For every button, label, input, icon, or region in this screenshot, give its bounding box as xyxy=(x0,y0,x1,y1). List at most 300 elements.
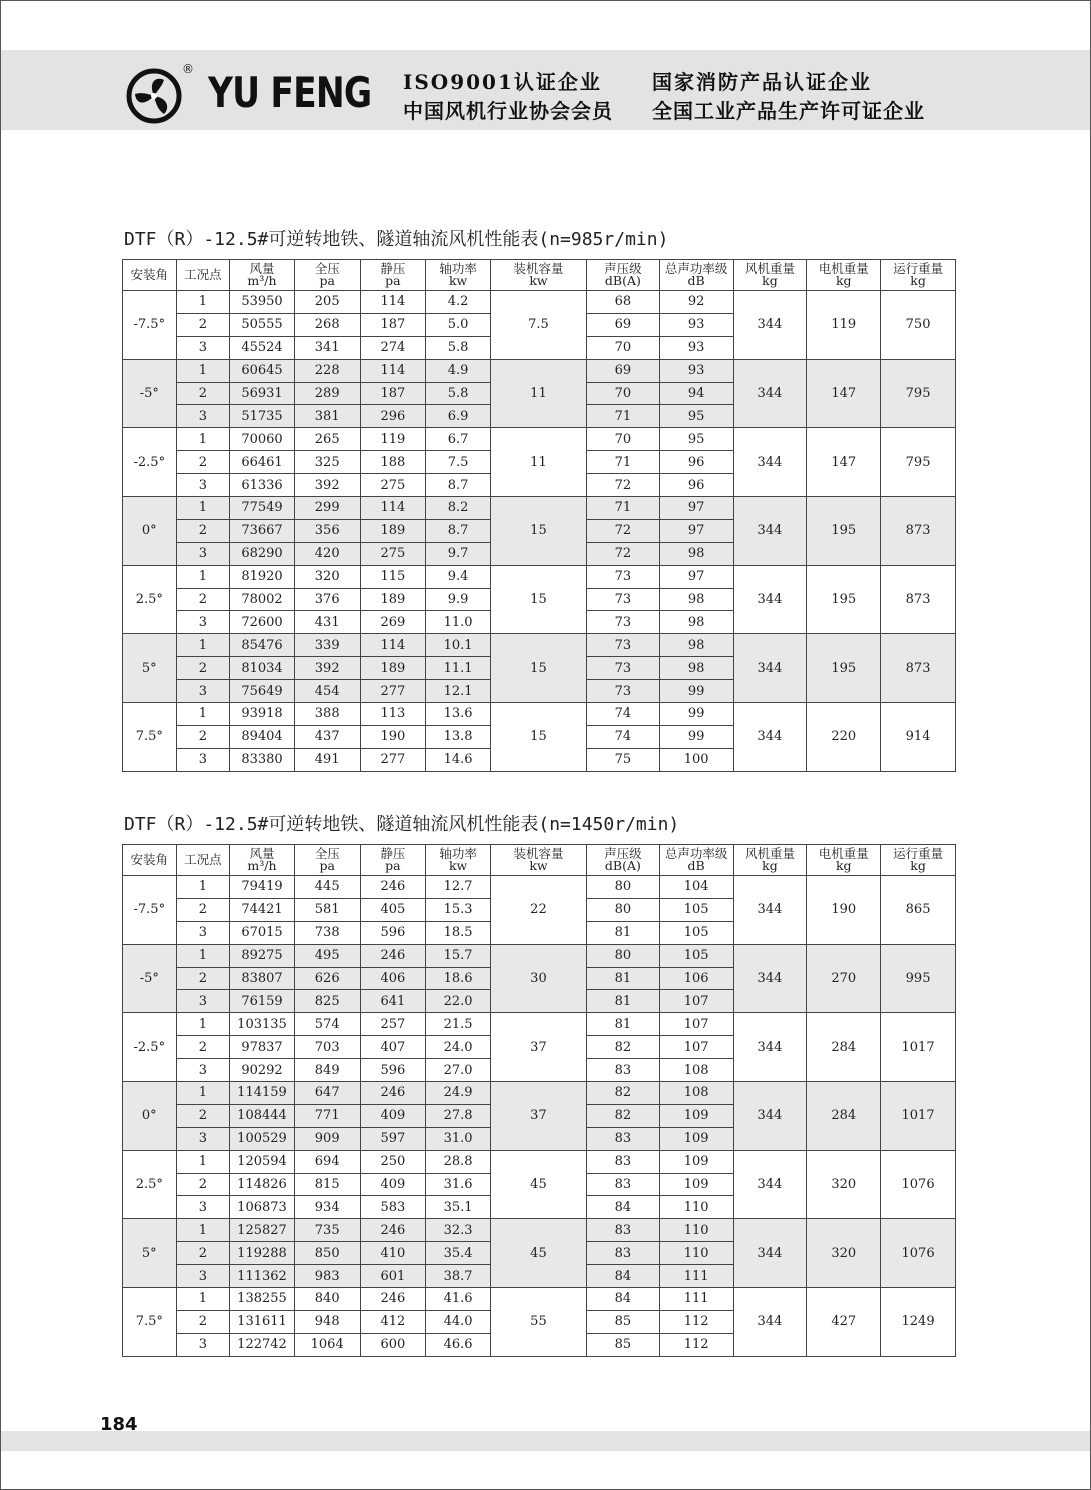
airflow-cell: 122742 xyxy=(230,1333,295,1356)
running-weight-cell: 750 xyxy=(881,291,956,360)
shaft-power-cell: 35.4 xyxy=(426,1242,491,1265)
airflow-cell: 78002 xyxy=(230,588,295,611)
column-label: 运行重量 xyxy=(893,846,944,861)
airflow-cell: 111362 xyxy=(230,1265,295,1288)
column-header xyxy=(659,845,733,876)
operating-point-cell: 3 xyxy=(176,1265,230,1288)
airflow-cell: 89275 xyxy=(230,944,295,967)
airflow-cell: 131611 xyxy=(230,1310,295,1333)
total-pressure-cell: 341 xyxy=(294,336,360,359)
total-pressure-cell: 381 xyxy=(294,405,360,428)
column-label: 工况点 xyxy=(184,852,222,867)
shaft-power-cell: 31.6 xyxy=(426,1173,491,1196)
column-unit: kw xyxy=(529,858,548,873)
sound-power-cell: 109 xyxy=(659,1127,733,1150)
operating-point-cell: 1 xyxy=(176,359,230,382)
motor-weight-cell: 220 xyxy=(807,703,881,772)
sound-pressure-cell: 73 xyxy=(586,565,659,588)
static-pressure-cell: 597 xyxy=(360,1127,426,1150)
static-pressure-cell: 410 xyxy=(360,1242,426,1265)
total-pressure-cell: 265 xyxy=(294,428,360,451)
running-weight-cell: 873 xyxy=(881,497,956,566)
total-pressure-cell: 849 xyxy=(294,1059,360,1082)
sound-power-cell: 100 xyxy=(659,748,733,771)
column-label: 风量 xyxy=(249,261,275,276)
operating-point-cell: 3 xyxy=(176,748,230,771)
column-unit: kw xyxy=(448,858,468,873)
install-angle-cell: 0° xyxy=(123,497,177,566)
sound-power-cell: 108 xyxy=(659,1082,733,1105)
total-pressure-cell: 825 xyxy=(294,990,360,1013)
operating-point-cell: 2 xyxy=(176,1036,230,1059)
operating-point-cell: 2 xyxy=(176,1310,230,1333)
shaft-power-cell: 35.1 xyxy=(426,1196,491,1219)
sound-pressure-cell: 83 xyxy=(586,1059,659,1082)
fan-weight-cell: 344 xyxy=(733,1288,807,1357)
sound-pressure-cell: 73 xyxy=(586,611,659,634)
installed-capacity-cell: 55 xyxy=(490,1288,586,1357)
airflow-cell: 119288 xyxy=(230,1242,295,1265)
total-pressure-cell: 320 xyxy=(294,565,360,588)
column-header xyxy=(586,845,659,876)
shaft-power-cell: 27.0 xyxy=(426,1059,491,1082)
total-pressure-cell: 703 xyxy=(294,1036,360,1059)
total-pressure-cell: 771 xyxy=(294,1104,360,1127)
sound-power-cell: 109 xyxy=(659,1150,733,1173)
shaft-power-cell: 14.6 xyxy=(426,748,491,771)
install-angle-cell: 7.5° xyxy=(123,703,177,772)
fan-weight-cell: 344 xyxy=(733,1013,807,1082)
static-pressure-cell: 114 xyxy=(360,359,426,382)
sound-pressure-cell: 81 xyxy=(586,990,659,1013)
total-pressure-cell: 420 xyxy=(294,542,360,565)
motor-weight-cell: 190 xyxy=(807,876,881,945)
motor-weight-cell: 284 xyxy=(807,1082,881,1151)
table-row xyxy=(123,1288,956,1311)
static-pressure-cell: 114 xyxy=(360,497,426,520)
registered-mark: ® xyxy=(182,62,194,76)
column-label: 装机容量 xyxy=(513,261,564,276)
shaft-power-cell: 28.8 xyxy=(426,1150,491,1173)
running-weight-cell: 1017 xyxy=(881,1013,956,1082)
total-pressure-cell: 356 xyxy=(294,519,360,542)
shaft-power-cell: 9.7 xyxy=(426,542,491,565)
sound-power-cell: 98 xyxy=(659,588,733,611)
total-pressure-cell: 339 xyxy=(294,634,360,657)
shaft-power-cell: 15.3 xyxy=(426,898,491,921)
shaft-power-cell: 6.9 xyxy=(426,405,491,428)
shaft-power-cell: 21.5 xyxy=(426,1013,491,1036)
static-pressure-cell: 275 xyxy=(360,474,426,497)
footer-band xyxy=(1,1431,1090,1451)
sound-power-cell: 95 xyxy=(659,428,733,451)
table-row xyxy=(123,634,956,657)
installed-capacity-cell: 15 xyxy=(490,565,586,634)
shaft-power-cell: 24.0 xyxy=(426,1036,491,1059)
column-unit: kg xyxy=(762,273,778,288)
static-pressure-cell: 296 xyxy=(360,405,426,428)
column-unit: dB xyxy=(687,858,705,873)
airflow-cell: 73667 xyxy=(230,519,295,542)
sound-power-cell: 96 xyxy=(659,474,733,497)
operating-point-cell: 1 xyxy=(176,1082,230,1105)
sound-power-cell: 110 xyxy=(659,1242,733,1265)
shaft-power-cell: 10.1 xyxy=(426,634,491,657)
column-unit: kg xyxy=(835,273,852,288)
sound-power-cell: 105 xyxy=(659,921,733,944)
column-label: 运行重量 xyxy=(893,261,944,276)
install-angle-cell: 7.5° xyxy=(123,1288,177,1357)
table-row xyxy=(123,1013,956,1036)
airflow-cell: 74421 xyxy=(230,898,295,921)
column-header xyxy=(294,845,360,876)
sound-power-cell: 107 xyxy=(659,1036,733,1059)
static-pressure-cell: 189 xyxy=(360,519,426,542)
running-weight-cell: 1076 xyxy=(881,1219,956,1288)
airflow-cell: 81034 xyxy=(230,657,295,680)
table-row xyxy=(123,1219,956,1242)
motor-weight-cell: 147 xyxy=(807,428,881,497)
running-weight-cell: 795 xyxy=(881,428,956,497)
column-label: 电机重量 xyxy=(818,846,869,861)
operating-point-cell: 2 xyxy=(176,967,230,990)
shaft-power-cell: 44.0 xyxy=(426,1310,491,1333)
static-pressure-cell: 275 xyxy=(360,542,426,565)
installed-capacity-cell: 11 xyxy=(490,359,586,428)
operating-point-cell: 1 xyxy=(176,565,230,588)
airflow-cell: 120594 xyxy=(230,1150,295,1173)
total-pressure-cell: 495 xyxy=(294,944,360,967)
total-pressure-cell: 299 xyxy=(294,497,360,520)
column-label: 总声功率级 xyxy=(664,846,728,861)
static-pressure-cell: 189 xyxy=(360,588,426,611)
motor-weight-cell: 195 xyxy=(807,497,881,566)
operating-point-cell: 1 xyxy=(176,876,230,899)
column-header xyxy=(733,845,807,876)
static-pressure-cell: 405 xyxy=(360,898,426,921)
static-pressure-cell: 115 xyxy=(360,565,426,588)
shaft-power-cell: 5.8 xyxy=(426,336,491,359)
header-row xyxy=(123,260,956,291)
sound-power-cell: 108 xyxy=(659,1059,733,1082)
sound-power-cell: 95 xyxy=(659,405,733,428)
sound-pressure-cell: 81 xyxy=(586,921,659,944)
sound-power-cell: 107 xyxy=(659,1013,733,1036)
airflow-cell: 67015 xyxy=(230,921,295,944)
total-pressure-cell: 909 xyxy=(294,1127,360,1150)
operating-point-cell: 1 xyxy=(176,428,230,451)
sound-pressure-cell: 82 xyxy=(586,1036,659,1059)
sound-power-cell: 99 xyxy=(659,725,733,748)
install-angle-cell: 2.5° xyxy=(123,1150,177,1219)
total-pressure-cell: 491 xyxy=(294,748,360,771)
fan-weight-cell: 344 xyxy=(733,876,807,945)
shaft-power-cell: 32.3 xyxy=(426,1219,491,1242)
total-pressure-cell: 205 xyxy=(294,291,360,314)
fan-weight-cell: 344 xyxy=(733,1082,807,1151)
airflow-cell: 89404 xyxy=(230,725,295,748)
sound-pressure-cell: 71 xyxy=(586,497,659,520)
column-label: 声压级 xyxy=(604,261,642,276)
motor-weight-cell: 270 xyxy=(807,944,881,1013)
column-unit: kg xyxy=(910,273,926,288)
certification-2: 国家消防产品认证企业 xyxy=(652,70,872,94)
sound-power-cell: 97 xyxy=(659,497,733,520)
table-row xyxy=(123,291,956,314)
airflow-cell: 61336 xyxy=(230,474,295,497)
running-weight-cell: 795 xyxy=(881,359,956,428)
airflow-cell: 72600 xyxy=(230,611,295,634)
static-pressure-cell: 246 xyxy=(360,876,426,899)
sound-power-cell: 99 xyxy=(659,703,733,726)
total-pressure-cell: 392 xyxy=(294,657,360,680)
sound-pressure-cell: 73 xyxy=(586,588,659,611)
sound-pressure-cell: 69 xyxy=(586,359,659,382)
operating-point-cell: 1 xyxy=(176,703,230,726)
install-angle-cell: -2.5° xyxy=(123,428,177,497)
table-title-985: DTF（R）-12.5#可逆转地铁、隧道轴流风机性能表(n=985r/min) xyxy=(124,229,669,250)
sound-pressure-cell: 74 xyxy=(586,703,659,726)
sound-power-cell: 98 xyxy=(659,611,733,634)
column-header xyxy=(807,845,881,876)
installed-capacity-cell: 15 xyxy=(490,497,586,566)
sound-power-cell: 93 xyxy=(659,313,733,336)
static-pressure-cell: 190 xyxy=(360,725,426,748)
fan-weight-cell: 344 xyxy=(733,359,807,428)
motor-weight-cell: 320 xyxy=(807,1150,881,1219)
running-weight-cell: 1076 xyxy=(881,1150,956,1219)
column-unit: kw xyxy=(529,273,548,288)
performance-table-1450 xyxy=(122,844,956,1357)
performance-table-985 xyxy=(122,259,956,772)
shaft-power-cell: 5.0 xyxy=(426,313,491,336)
shaft-power-cell: 13.6 xyxy=(426,703,491,726)
airflow-cell: 103135 xyxy=(230,1013,295,1036)
column-unit: pa xyxy=(319,273,335,288)
operating-point-cell: 2 xyxy=(176,382,230,405)
sound-pressure-cell: 84 xyxy=(586,1265,659,1288)
airflow-cell: 56931 xyxy=(230,382,295,405)
brand-name: YU FENG xyxy=(208,68,372,117)
column-label: 装机容量 xyxy=(513,846,564,861)
column-header xyxy=(807,260,881,291)
sound-pressure-cell: 81 xyxy=(586,1013,659,1036)
installed-capacity-cell: 45 xyxy=(490,1150,586,1219)
shaft-power-cell: 8.7 xyxy=(426,474,491,497)
airflow-cell: 93918 xyxy=(230,703,295,726)
operating-point-cell: 3 xyxy=(176,336,230,359)
column-label: 轴功率 xyxy=(439,261,477,276)
install-angle-cell: 0° xyxy=(123,1082,177,1151)
certification-4: 全国工业产品生产许可证企业 xyxy=(652,99,925,123)
airflow-cell: 83380 xyxy=(230,748,295,771)
column-label: 全压 xyxy=(314,261,340,276)
static-pressure-cell: 274 xyxy=(360,336,426,359)
motor-weight-cell: 427 xyxy=(807,1288,881,1357)
static-pressure-cell: 114 xyxy=(360,291,426,314)
column-label: 静压 xyxy=(380,846,406,861)
sound-pressure-cell: 84 xyxy=(586,1196,659,1219)
operating-point-cell: 1 xyxy=(176,944,230,967)
airflow-cell: 100529 xyxy=(230,1127,295,1150)
column-header xyxy=(230,260,295,291)
static-pressure-cell: 600 xyxy=(360,1333,426,1356)
shaft-power-cell: 27.8 xyxy=(426,1104,491,1127)
sound-power-cell: 98 xyxy=(659,542,733,565)
static-pressure-cell: 601 xyxy=(360,1265,426,1288)
operating-point-cell: 2 xyxy=(176,1242,230,1265)
total-pressure-cell: 1064 xyxy=(294,1333,360,1356)
static-pressure-cell: 119 xyxy=(360,428,426,451)
total-pressure-cell: 934 xyxy=(294,1196,360,1219)
column-header xyxy=(360,260,426,291)
operating-point-cell: 3 xyxy=(176,680,230,703)
sound-power-cell: 105 xyxy=(659,944,733,967)
motor-weight-cell: 195 xyxy=(807,634,881,703)
shaft-power-cell: 11.0 xyxy=(426,611,491,634)
column-unit: kg xyxy=(835,858,852,873)
shaft-power-cell: 22.0 xyxy=(426,990,491,1013)
sound-power-cell: 112 xyxy=(659,1310,733,1333)
total-pressure-cell: 431 xyxy=(294,611,360,634)
static-pressure-cell: 277 xyxy=(360,680,426,703)
airflow-cell: 75649 xyxy=(230,680,295,703)
shaft-power-cell: 11.1 xyxy=(426,657,491,680)
column-unit: m³/h xyxy=(247,858,277,873)
static-pressure-cell: 187 xyxy=(360,313,426,336)
static-pressure-cell: 113 xyxy=(360,703,426,726)
shaft-power-cell: 46.6 xyxy=(426,1333,491,1356)
column-unit: dB(A) xyxy=(604,858,641,873)
shaft-power-cell: 9.4 xyxy=(426,565,491,588)
sound-power-cell: 98 xyxy=(659,634,733,657)
operating-point-cell: 2 xyxy=(176,1173,230,1196)
motor-weight-cell: 320 xyxy=(807,1219,881,1288)
airflow-cell: 85476 xyxy=(230,634,295,657)
sound-pressure-cell: 83 xyxy=(586,1219,659,1242)
static-pressure-cell: 188 xyxy=(360,451,426,474)
total-pressure-cell: 325 xyxy=(294,451,360,474)
static-pressure-cell: 246 xyxy=(360,1288,426,1311)
fan-weight-cell: 344 xyxy=(733,428,807,497)
sound-pressure-cell: 73 xyxy=(586,680,659,703)
sound-pressure-cell: 80 xyxy=(586,898,659,921)
sound-pressure-cell: 69 xyxy=(586,313,659,336)
shaft-power-cell: 38.7 xyxy=(426,1265,491,1288)
static-pressure-cell: 187 xyxy=(360,382,426,405)
sound-pressure-cell: 83 xyxy=(586,1242,659,1265)
fan-weight-cell: 344 xyxy=(733,565,807,634)
operating-point-cell: 2 xyxy=(176,519,230,542)
certification-1: ISO9001认证企业 xyxy=(403,70,602,94)
total-pressure-cell: 454 xyxy=(294,680,360,703)
motor-weight-cell: 119 xyxy=(807,291,881,360)
header-row xyxy=(123,845,956,876)
operating-point-cell: 3 xyxy=(176,1333,230,1356)
table-row xyxy=(123,876,956,899)
operating-point-cell: 1 xyxy=(176,634,230,657)
installed-capacity-cell: 30 xyxy=(490,944,586,1013)
sound-power-cell: 97 xyxy=(659,565,733,588)
column-label: 全压 xyxy=(314,846,340,861)
airflow-cell: 83807 xyxy=(230,967,295,990)
column-header xyxy=(881,260,956,291)
sound-pressure-cell: 85 xyxy=(586,1333,659,1356)
column-label: 风量 xyxy=(249,846,275,861)
total-pressure-cell: 581 xyxy=(294,898,360,921)
column-label: 安装角 xyxy=(130,267,169,282)
airflow-cell: 90292 xyxy=(230,1059,295,1082)
fan-weight-cell: 344 xyxy=(733,1150,807,1219)
sound-power-cell: 104 xyxy=(659,876,733,899)
install-angle-cell: -7.5° xyxy=(123,291,177,360)
sound-power-cell: 110 xyxy=(659,1219,733,1242)
installed-capacity-cell: 11 xyxy=(490,428,586,497)
sound-pressure-cell: 82 xyxy=(586,1082,659,1105)
sound-power-cell: 105 xyxy=(659,898,733,921)
column-header xyxy=(586,260,659,291)
column-unit: m³/h xyxy=(247,273,277,288)
install-angle-cell: 5° xyxy=(123,634,177,703)
installed-capacity-cell: 37 xyxy=(490,1013,586,1082)
static-pressure-cell: 277 xyxy=(360,748,426,771)
sound-pressure-cell: 82 xyxy=(586,1104,659,1127)
shaft-power-cell: 4.2 xyxy=(426,291,491,314)
total-pressure-cell: 388 xyxy=(294,703,360,726)
installed-capacity-cell: 45 xyxy=(490,1219,586,1288)
table-row xyxy=(123,497,956,520)
static-pressure-cell: 412 xyxy=(360,1310,426,1333)
total-pressure-cell: 840 xyxy=(294,1288,360,1311)
static-pressure-cell: 246 xyxy=(360,1082,426,1105)
static-pressure-cell: 114 xyxy=(360,634,426,657)
operating-point-cell: 2 xyxy=(176,1104,230,1127)
running-weight-cell: 914 xyxy=(881,703,956,772)
installed-capacity-cell: 15 xyxy=(490,703,586,772)
sound-pressure-cell: 70 xyxy=(586,382,659,405)
total-pressure-cell: 289 xyxy=(294,382,360,405)
airflow-cell: 114159 xyxy=(230,1082,295,1105)
page-number: 184 xyxy=(100,1414,138,1435)
operating-point-cell: 1 xyxy=(176,497,230,520)
sound-power-cell: 106 xyxy=(659,967,733,990)
running-weight-cell: 865 xyxy=(881,876,956,945)
shaft-power-cell: 6.7 xyxy=(426,428,491,451)
certification-3: 中国风机行业协会会员 xyxy=(403,99,613,123)
column-header xyxy=(294,260,360,291)
total-pressure-cell: 626 xyxy=(294,967,360,990)
column-unit: pa xyxy=(319,858,335,873)
shaft-power-cell: 18.6 xyxy=(426,967,491,990)
column-unit: dB(A) xyxy=(604,273,641,288)
column-header xyxy=(426,845,491,876)
total-pressure-cell: 735 xyxy=(294,1219,360,1242)
operating-point-cell: 3 xyxy=(176,1127,230,1150)
operating-point-cell: 2 xyxy=(176,313,230,336)
airflow-cell: 76159 xyxy=(230,990,295,1013)
operating-point-cell: 3 xyxy=(176,405,230,428)
sound-power-cell: 99 xyxy=(659,680,733,703)
shaft-power-cell: 13.8 xyxy=(426,725,491,748)
column-header xyxy=(733,260,807,291)
sound-power-cell: 94 xyxy=(659,382,733,405)
table-row xyxy=(123,703,956,726)
operating-point-cell: 3 xyxy=(176,474,230,497)
sound-power-cell: 109 xyxy=(659,1104,733,1127)
motor-weight-cell: 147 xyxy=(807,359,881,428)
running-weight-cell: 1017 xyxy=(881,1082,956,1151)
airflow-cell: 106873 xyxy=(230,1196,295,1219)
